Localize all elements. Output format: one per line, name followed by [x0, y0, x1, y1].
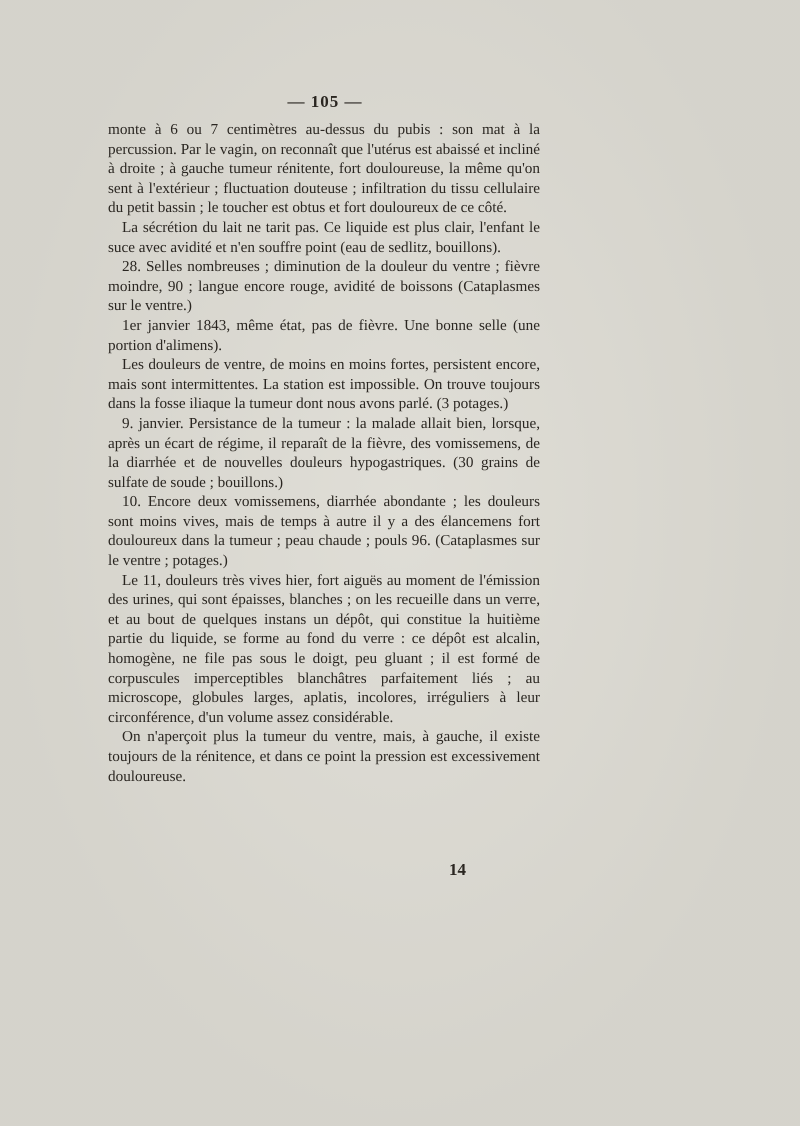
paragraph: 1er janvier 1843, même état, pas de fièvre. Une bonne selle (une portion d'alimens). — [108, 316, 540, 354]
signature-mark: 14 — [449, 860, 466, 879]
paragraph: 28. Selles nombreuses ; diminution de la douleur du ventre ; fièvre moindre, 90 ; langue encore rouge, avidité de boissons (Cataplasmes sur le ventre.) — [108, 258, 540, 315]
paragraph: 10. Encore deux vomissemens, diarrhée abondante ; les douleurs sont moins vives, mais de temps à autre il y a des élancemens fort douloureux dans la tumeur ; peau chaude ; pouls 96. (Cataplasmes sur le ventre ; potages.) — [108, 493, 540, 570]
paragraph: monte à 6 ou 7 centimètres au-dessus du pubis : son mat à la percussion. Par le vagin, on reconnaît que l'utérus est abaissé et incliné à droite ; à gauche tumeur rénitente, fort douloureuse, la même qu'on sent à l'extérieur ; fluctuation douteuse ; infiltration du tissu cellulaire du petit bassin ; le toucher est obtus et fort douloureux de ce côté. — [108, 121, 540, 217]
paragraph: On n'aperçoit plus la tumeur du ventre, mais, à gauche, il existe toujours de la rénitence, et dans ce point la pression est excessivement douloureuse. — [108, 728, 540, 785]
paragraph: Le 11, douleurs très vives hier, fort aiguës au moment de l'émission des urines, qui sont épaisses, blanches ; on les recueille dans un verre, et au bout de quelques instans un dépôt, qui constitue la huitième partie du liquide, se forme au fond du verre : ce dépôt est alcalin, homogène, ne file pas sous le doigt, peu gluant ; il est formé de corpuscules imperceptibles blanchâtres parfaitement liés ; au microscope, globules larges, aplatis, incolores, irréguliers à leur circonférence, d'un volume assez considérable. — [108, 571, 540, 726]
page-body — [108, 120, 540, 786]
paragraph: Les douleurs de ventre, de moins en moins fortes, persistent encore, mais sont intermittentes. La station est impossible. On trouve toujours dans la fosse iliaque la tumeur dont nous avons parlé. (3 potages.) — [108, 356, 540, 413]
paragraph: 9. janvier. Persistance de la tumeur : la malade allait bien, lorsque, après un écart de régime, il reparaît de la fièvre, des vomissemens, de la diarrhée et de nouvelles douleurs hypogastriques. (30 grains de sulfate de soude ; bouillons.) — [108, 414, 540, 491]
page-number: — 105 — — [287, 92, 363, 111]
paragraph: La sécrétion du lait ne tarit pas. Ce liquide est plus clair, l'enfant le suce avec avidité et n'en souffre point (eau de sedlitz, bouillons). — [108, 218, 540, 256]
